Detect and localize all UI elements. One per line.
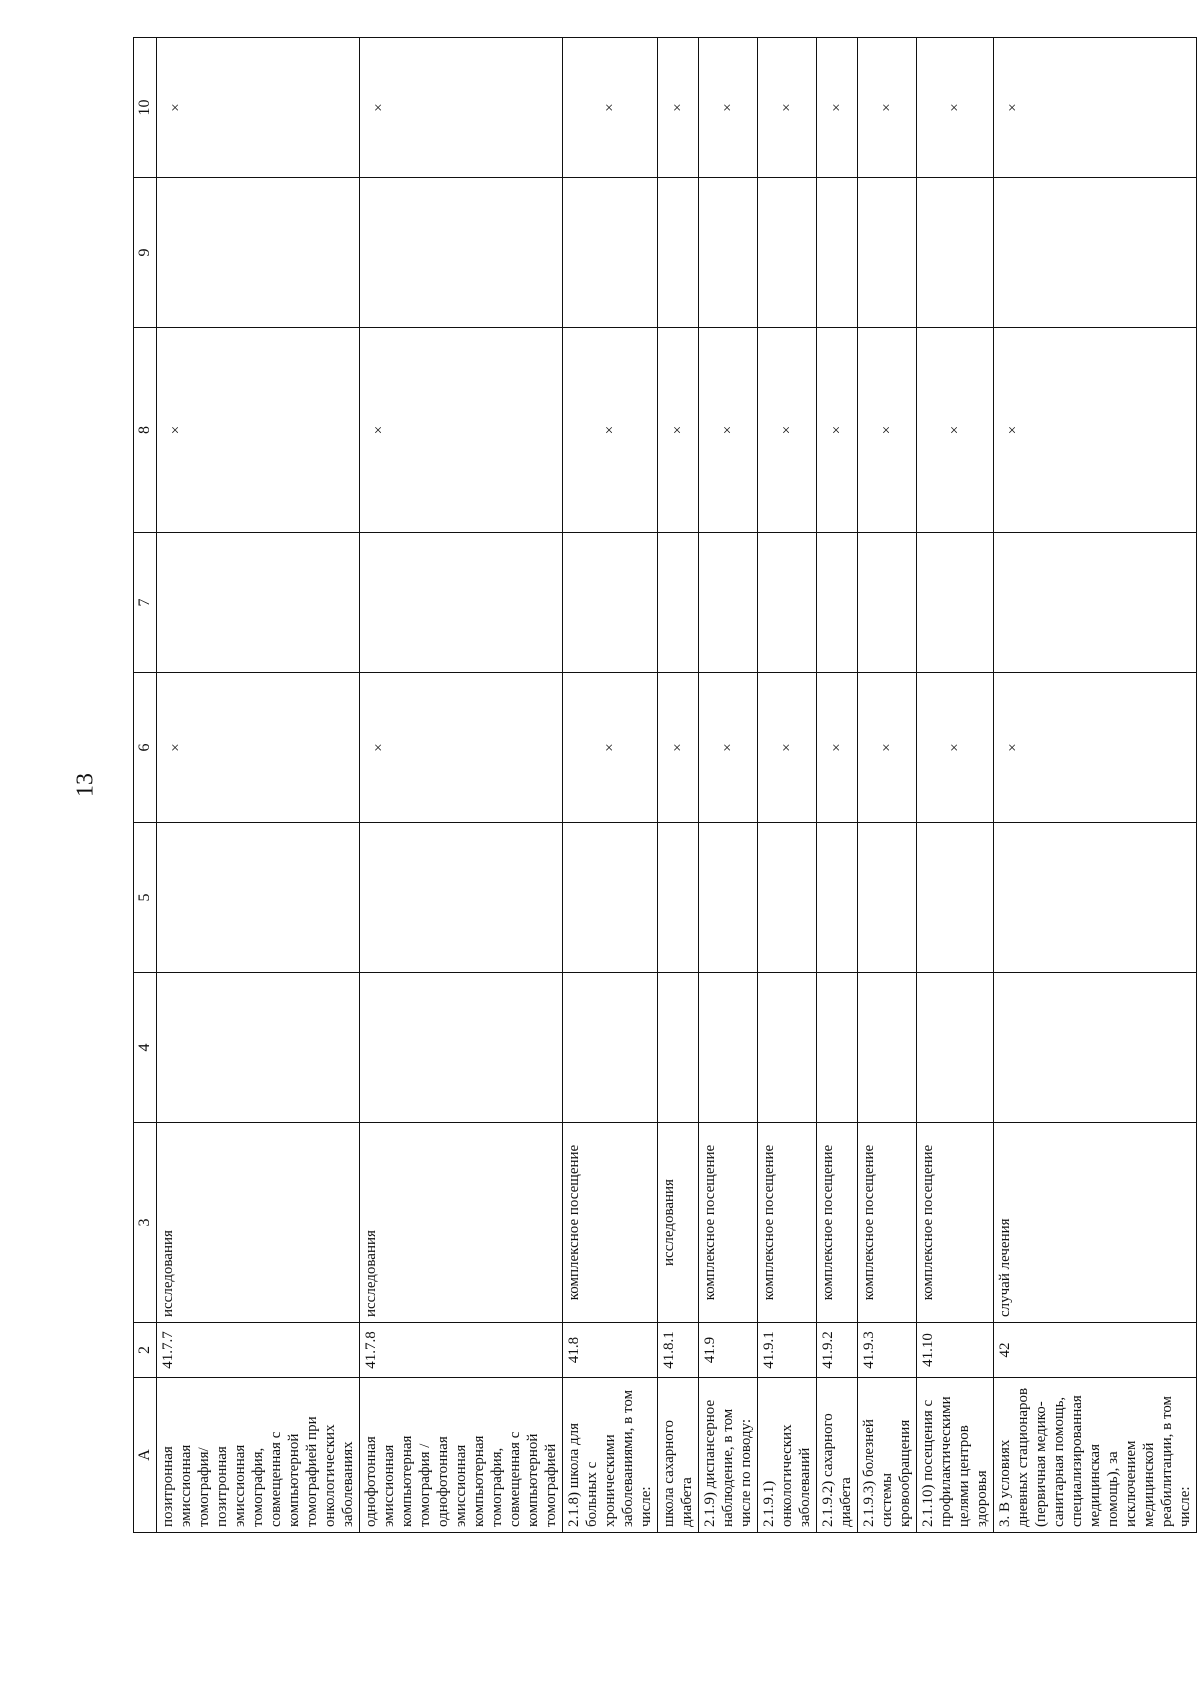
row-code: 41.9.2: [817, 1323, 858, 1378]
cell-col-5: [817, 823, 858, 973]
header-row: [134, 38, 157, 1533]
cell-col-7: [563, 533, 658, 673]
column-header: 10: [134, 38, 157, 178]
cell-col-8: ×: [817, 328, 858, 533]
cell-col-4: [917, 973, 994, 1123]
row-name: 2.1.9) диспансерное наблюдение, в том числе по поводу:: [699, 1378, 758, 1533]
table-sheet: [133, 38, 1193, 1533]
row-name: 2.1.9.1) онкологических заболеваний: [758, 1378, 817, 1533]
cell-col-10: ×: [917, 38, 994, 178]
row-unit: случай лечения: [994, 1123, 1197, 1323]
column-header: 2: [134, 1323, 157, 1378]
column-header: A: [134, 1378, 157, 1533]
cell-col-10: ×: [817, 38, 858, 178]
cell-col-8: ×: [157, 328, 360, 533]
cell-col-5: [994, 823, 1197, 973]
cell-col-8: ×: [699, 328, 758, 533]
row-code: 41.9.3: [858, 1323, 917, 1378]
row-name: школа сахарного диабета: [658, 1378, 699, 1533]
cell-col-8: ×: [563, 328, 658, 533]
row-code: 41.10: [917, 1323, 994, 1378]
cell-col-4: [658, 973, 699, 1123]
cell-col-9: [994, 178, 1197, 328]
row-code: 41.8: [563, 1323, 658, 1378]
table-row: [360, 38, 563, 1533]
row-unit: исследования: [360, 1123, 563, 1323]
cell-col-7: [858, 533, 917, 673]
cell-col-10: ×: [157, 38, 360, 178]
cell-col-6: ×: [994, 673, 1197, 823]
cell-col-4: [360, 973, 563, 1123]
row-name: 2.1.9.2) сахарного диабета: [817, 1378, 858, 1533]
row-unit: комплексное посещение: [817, 1123, 858, 1323]
row-name: позитронная эмиссионная томография/позитронная эмиссионная томография, совмещенная с компьютерной томографией при онкологических заболеваниях: [157, 1378, 360, 1533]
cell-col-5: [858, 823, 917, 973]
cell-col-10: ×: [360, 38, 563, 178]
table-row: [858, 38, 917, 1533]
cell-col-5: [699, 823, 758, 973]
cell-col-10: ×: [699, 38, 758, 178]
table-row: [699, 38, 758, 1533]
column-header: 8: [134, 328, 157, 533]
row-unit: комплексное посещение: [917, 1123, 994, 1323]
row-name: однофотонная эмиссионная компьютерная томография / однофотонная эмиссионная компьютерная томография, совмещенная с компьютерной томографией: [360, 1378, 563, 1533]
column-header: 7: [134, 533, 157, 673]
cell-col-4: [699, 973, 758, 1123]
cell-col-7: [658, 533, 699, 673]
cell-col-4: [858, 973, 917, 1123]
row-unit: комплексное посещение: [858, 1123, 917, 1323]
cell-col-4: [157, 973, 360, 1123]
cell-col-7: [917, 533, 994, 673]
cell-col-7: [758, 533, 817, 673]
cell-col-9: [858, 178, 917, 328]
cell-col-8: ×: [658, 328, 699, 533]
cell-col-7: [157, 533, 360, 673]
cell-col-10: ×: [858, 38, 917, 178]
cell-col-8: ×: [758, 328, 817, 533]
row-code: 41.9.1: [758, 1323, 817, 1378]
cell-col-6: ×: [563, 673, 658, 823]
table-row: [758, 38, 817, 1533]
row-code: 42: [994, 1323, 1197, 1378]
cell-col-8: ×: [858, 328, 917, 533]
cell-col-6: ×: [699, 673, 758, 823]
column-header: 3: [134, 1123, 157, 1323]
column-header: 5: [134, 823, 157, 973]
cell-col-4: [994, 973, 1197, 1123]
cell-col-4: [563, 973, 658, 1123]
row-code: 41.9: [699, 1323, 758, 1378]
cell-col-9: [699, 178, 758, 328]
column-header: 6: [134, 673, 157, 823]
table-row: [917, 38, 994, 1533]
cell-col-6: ×: [758, 673, 817, 823]
cell-col-6: ×: [658, 673, 699, 823]
row-unit: исследования: [658, 1123, 699, 1323]
cell-col-6: ×: [157, 673, 360, 823]
row-code: 41.7.7: [157, 1323, 360, 1378]
table-row: [157, 38, 360, 1533]
cell-col-7: [360, 533, 563, 673]
cell-col-5: [658, 823, 699, 973]
cell-col-9: [157, 178, 360, 328]
cell-col-8: ×: [917, 328, 994, 533]
row-unit: исследования: [157, 1123, 360, 1323]
row-unit: комплексное посещение: [563, 1123, 658, 1323]
row-code: 41.8.1: [658, 1323, 699, 1378]
cell-col-9: [563, 178, 658, 328]
row-unit: комплексное посещение: [699, 1123, 758, 1323]
table-row: [658, 38, 699, 1533]
column-header: 9: [134, 178, 157, 328]
row-name: 2.1.10) посещения с профилактическими целями центров здоровья: [917, 1378, 994, 1533]
row-name: 3. В условиях дневных стационаров (первичная медико-санитарная помощь, специализированная медицинская помощь), за исключением медицинской реабилитации, в том числе:: [994, 1378, 1197, 1533]
cell-col-9: [658, 178, 699, 328]
page-number: 13: [72, 773, 99, 797]
row-code: 41.7.8: [360, 1323, 563, 1378]
row-unit: комплексное посещение: [758, 1123, 817, 1323]
cell-col-5: [360, 823, 563, 973]
cell-col-9: [917, 178, 994, 328]
row-name: 2.1.9.3) болезней системы кровообращения: [858, 1378, 917, 1533]
cell-col-7: [817, 533, 858, 673]
cell-col-9: [758, 178, 817, 328]
cell-col-10: ×: [758, 38, 817, 178]
cell-col-9: [360, 178, 563, 328]
cell-col-5: [917, 823, 994, 973]
cell-col-9: [817, 178, 858, 328]
cell-col-6: ×: [817, 673, 858, 823]
cell-col-8: ×: [360, 328, 563, 533]
cell-col-7: [994, 533, 1197, 673]
table-row: [994, 38, 1197, 1533]
table-row: [563, 38, 658, 1533]
cell-col-4: [758, 973, 817, 1123]
cell-col-6: ×: [917, 673, 994, 823]
cell-col-5: [758, 823, 817, 973]
column-header: 4: [134, 973, 157, 1123]
table-row: [817, 38, 858, 1533]
row-name: 2.1.8) школа для больных с хроническими заболеваниями, в том числе:: [563, 1378, 658, 1533]
cell-col-4: [817, 973, 858, 1123]
cell-col-8: ×: [994, 328, 1197, 533]
cell-col-6: ×: [360, 673, 563, 823]
cell-col-5: [157, 823, 360, 973]
data-table: [133, 37, 1197, 1533]
cell-col-7: [699, 533, 758, 673]
cell-col-10: ×: [658, 38, 699, 178]
cell-col-10: ×: [994, 38, 1197, 178]
cell-col-6: ×: [858, 673, 917, 823]
cell-col-10: ×: [563, 38, 658, 178]
cell-col-5: [563, 823, 658, 973]
